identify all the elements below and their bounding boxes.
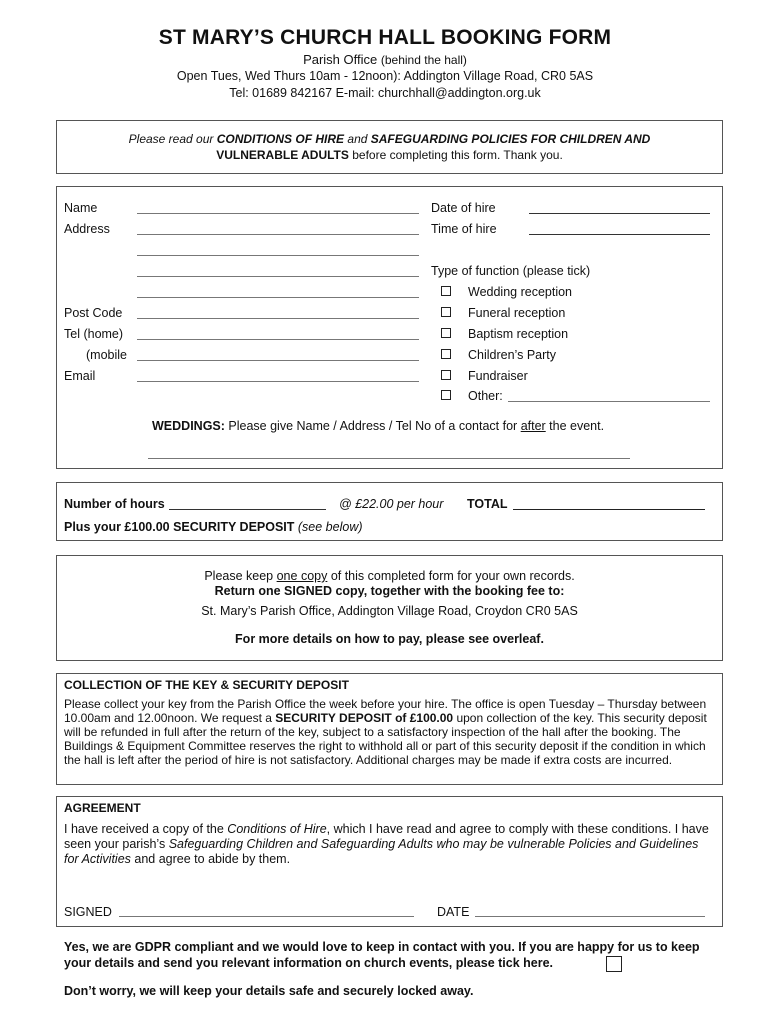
weddings-note: WEDDINGS: Please give Name / Address / Tel No of a contact for after the event. — [152, 419, 605, 433]
office-contact: Tel: 01689 842167 E-mail: churchhall@addington.org.uk — [229, 86, 541, 100]
childrens-party-label: Children’s Party — [468, 348, 557, 362]
postcode-label: Post Code — [64, 306, 123, 320]
tel-home-label: Tel (home) — [64, 327, 124, 341]
baptism-reception-label: Baptism reception — [468, 327, 569, 341]
time-of-hire-field[interactable] — [529, 234, 710, 235]
childrens-party-checkbox[interactable] — [441, 349, 451, 359]
other-label: Other: — [468, 389, 503, 403]
address-field-3[interactable] — [137, 276, 419, 277]
weddings-contact-field[interactable] — [148, 458, 630, 459]
tel-home-field[interactable] — [137, 339, 419, 340]
office-hours: Open Tues, Wed Thurs 10am - 12noon): Addington Village Road, CR0 5AS — [176, 69, 594, 83]
date-of-hire-field[interactable] — [529, 213, 710, 214]
fundraiser-checkbox[interactable] — [441, 370, 451, 380]
agreement-date-field[interactable] — [475, 916, 705, 917]
gdpr-safe-note: Don’t worry, we will keep your details safe and securely locked away. — [64, 984, 474, 998]
hourly-rate: @ £22.00 per hour — [339, 497, 444, 511]
total-label: TOTAL — [467, 497, 508, 511]
payment-details-note: For more details on how to pay, please see overleaf. — [235, 632, 544, 646]
email-field[interactable] — [137, 381, 419, 382]
gdpr-consent-text: Yes, we are GDPR compliant and we would love to keep in contact with you. If you are happy for us to keep your details and send you relevant information on church events, please tick here. — [64, 940, 700, 970]
agreement-text: I have received a copy of the Conditions of Hire, which I have read and agree to comply with these conditions. I have seen your parish’s Safeguarding Children and Safeguarding Adults who may be vulnerable Policies and Guidelines for Activities and agree to abide by them. — [64, 822, 709, 866]
postcode-field[interactable] — [137, 318, 419, 319]
office-line — [0, 52, 770, 67]
notice-line-2: VULNERABLE ADULTS before completing this form. Thank you. — [216, 148, 563, 162]
address-label: Address — [64, 222, 110, 236]
number-of-hours-field[interactable] — [169, 509, 326, 510]
notice-line-1: Please read our CONDITIONS OF HIRE and SAFEGUARDING POLICIES FOR CHILDREN AND — [128, 132, 651, 146]
function-type-label: Type of function (please tick) — [431, 264, 591, 278]
name-label: Name — [64, 201, 98, 215]
wedding-reception-label: Wedding reception — [468, 285, 573, 299]
funeral-reception-checkbox[interactable] — [441, 307, 451, 317]
name-field[interactable] — [137, 213, 419, 214]
agreement-heading: AGREEMENT — [64, 801, 141, 815]
time-of-hire-label: Time of hire — [431, 222, 497, 236]
signed-label: SIGNED — [64, 905, 112, 919]
address-field-2[interactable] — [137, 255, 419, 256]
email-label: Email — [64, 369, 96, 383]
gdpr-consent-checkbox[interactable] — [606, 956, 622, 972]
other-field[interactable] — [508, 401, 710, 402]
form-title: ST MARY’S CHURCH HALL BOOKING FORM — [158, 26, 612, 49]
security-deposit-line: Plus your £100.00 SECURITY DEPOSIT (see below) — [64, 520, 363, 534]
total-field[interactable] — [513, 509, 705, 510]
collection-text: Please collect your key from the Parish Office the week before your hire. The office is open Tuesday – Thursday between 10.00am and 12.00noon. We request a SECURITY DEPOSIT of £100.00 upon collection of the key. This security deposit will be refunded in full after the return of the key, subject to a satisfactory inspection of the hall after the booking. The Buildings & Equipment Committee reserves the right to withhold all or part of this security deposit if the condition in which the hall is left after the period of hire is not satisfactory. Additional charges may be made if extra costs are incurred. — [64, 697, 707, 767]
office-main: Parish Office — [303, 52, 378, 67]
agreement-date-label: DATE — [437, 905, 470, 919]
wedding-reception-checkbox[interactable] — [441, 286, 451, 296]
collection-heading: COLLECTION OF THE KEY & SECURITY DEPOSIT — [64, 678, 349, 692]
return-box — [56, 555, 723, 661]
address-field-1[interactable] — [137, 234, 419, 235]
signed-field[interactable] — [119, 916, 414, 917]
fundraiser-label: Fundraiser — [468, 369, 528, 383]
return-address: St. Mary’s Parish Office, Addington Village Road, Croydon CR0 5AS — [201, 604, 578, 618]
tel-mobile-field[interactable] — [137, 360, 419, 361]
funeral-reception-label: Funeral reception — [468, 306, 566, 320]
notice-box — [56, 120, 723, 174]
date-of-hire-label: Date of hire — [431, 201, 496, 215]
baptism-reception-checkbox[interactable] — [441, 328, 451, 338]
return-signed-line: Return one SIGNED copy, together with the booking fee to: — [214, 584, 565, 598]
other-checkbox[interactable] — [441, 390, 451, 400]
address-field-4[interactable] — [137, 297, 419, 298]
collection-box — [56, 673, 723, 785]
tel-mobile-label: (mobile — [86, 348, 127, 362]
office-note: (behind the hall) — [380, 53, 467, 67]
agreement-box — [56, 796, 723, 927]
number-of-hours-label: Number of hours — [64, 497, 165, 511]
keep-copy-line: Please keep one copy of this completed form for your own records. — [204, 569, 575, 583]
